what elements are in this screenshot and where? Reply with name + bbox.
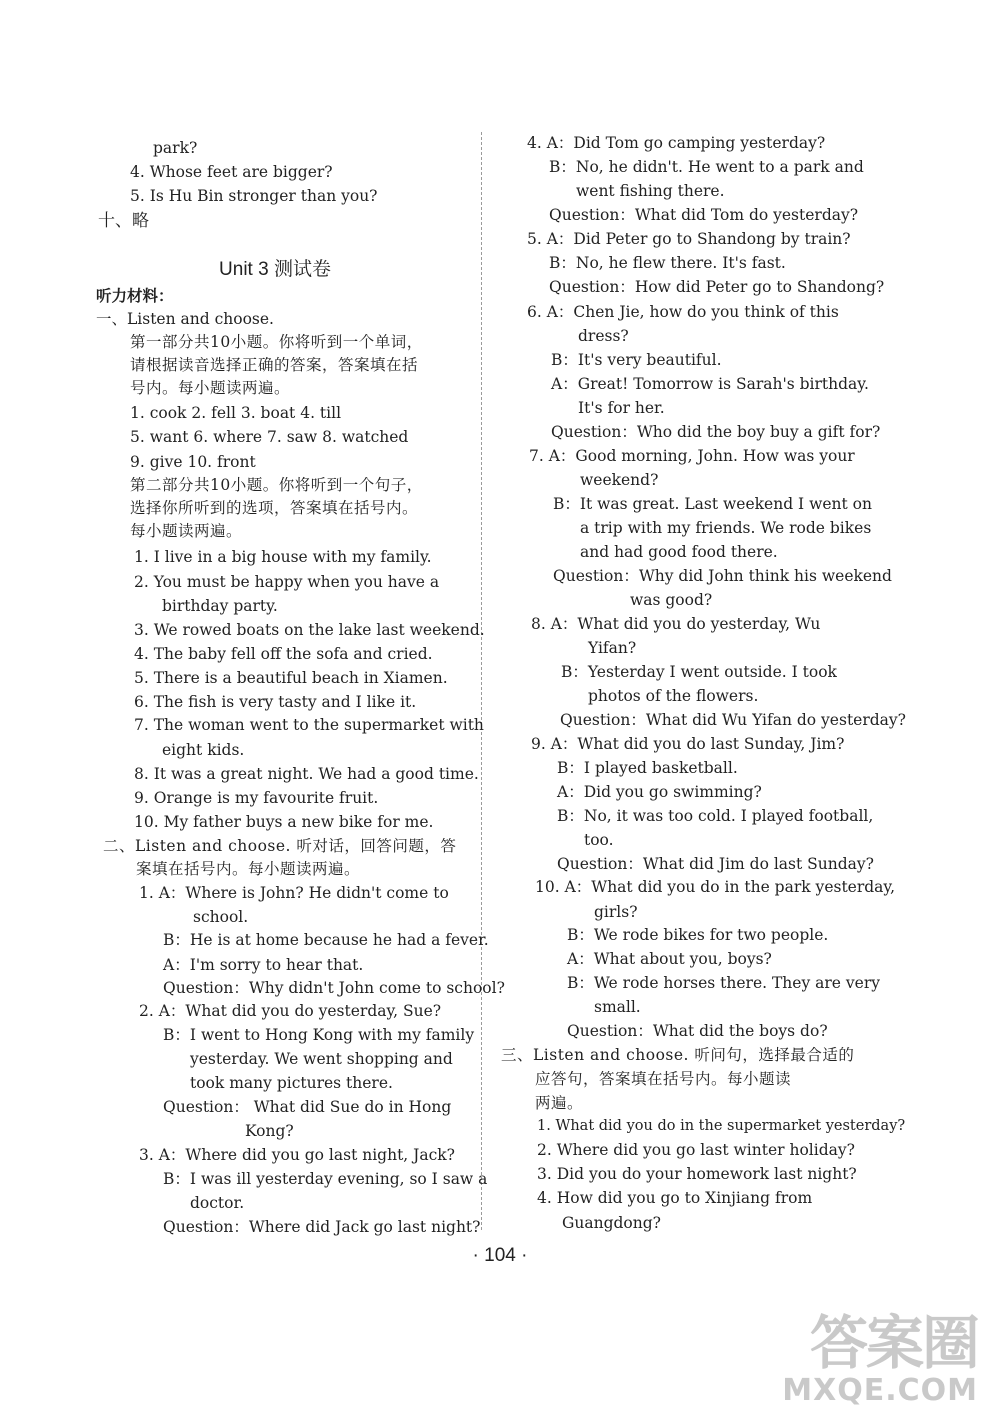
dialogue-question: was good? — [630, 591, 713, 609]
dialogue-line: 4. A：Did Tom go camping yesterday? — [527, 134, 826, 152]
instruction-line: 应答句，答案填在括号内。每小题读 — [535, 1070, 792, 1088]
question-line: 3. Did you do your homework last night? — [537, 1165, 857, 1183]
instruction-line: 第一部分共10小题。你将听到一个单词， — [130, 333, 423, 351]
dialogue-question: Question：How did Peter go to Shandong? — [549, 278, 885, 296]
dialogue-line: 2. A：What did you do yesterday, Sue? — [139, 1002, 442, 1020]
dialogue-question: Question：What did Jim do last Sunday? — [557, 855, 874, 873]
dialogue-line: school. — [193, 908, 249, 926]
dialogue-question: Question：Why didn't John come to school? — [163, 979, 505, 997]
dialogue-line: It's for her. — [578, 399, 665, 417]
question-line: 4. How did you go to Xinjiang from — [537, 1189, 813, 1207]
dialogue-line: too. — [584, 831, 614, 849]
watermark-top: 答案圈 — [809, 1309, 978, 1377]
dialogue-line: B：He is at home because he had a fever. — [163, 931, 489, 949]
dialogue-line: and had good food there. — [580, 543, 778, 561]
dialogue-question: Question：Why did John think his weekend — [553, 567, 892, 585]
dialogue-line: dress? — [578, 327, 629, 345]
dialogue-line: B：I was ill yesterday evening, so I saw a — [163, 1170, 488, 1188]
instruction-line: 案填在括号内。每小题读两遍。 — [136, 860, 361, 878]
dialogue-line: B：We rode horses there. They are very — [567, 974, 880, 992]
dialogue-line: 10. A：What did you do in the park yesterday, — [535, 878, 896, 896]
sentence-line: birthday party. — [162, 597, 278, 615]
dialogue-line: a trip with my friends. We rode bikes — [580, 519, 872, 537]
sentence-line: 3. We rowed boats on the lake last weekend. — [134, 621, 485, 639]
sentence-line: 4. The baby fell off the sofa and cried. — [134, 645, 433, 663]
text-line: park? — [153, 139, 198, 157]
dialogue-line: 7. A：Good morning, John. How was your — [529, 447, 855, 465]
dialogue-line: yesterday. We went shopping and — [190, 1050, 453, 1068]
instruction-line: 每小题读两遍。 — [130, 522, 243, 540]
dialogue-line: 1. A：Where is John? He didn't come to — [139, 884, 449, 902]
section-three-heading: 三、Listen and choose. 听问句，选择最合适的 — [501, 1046, 855, 1064]
sentence-line: eight kids. — [162, 741, 245, 759]
question-line: 1. What did you do in the supermarket yesterday? — [537, 1118, 906, 1134]
dialogue-line: B：No, it was too cold. I played football, — [557, 807, 874, 825]
dialogue-line: B：Yesterday I went outside. I took — [561, 663, 837, 681]
section-ten-heading: 十、略 — [98, 211, 149, 231]
instruction-line: 号内。每小题读两遍。 — [130, 379, 291, 397]
sentence-line: 1. I live in a big house with my family. — [134, 548, 432, 566]
sentence-line: 6. The fish is very tasty and I like it. — [134, 693, 417, 711]
dialogue-question: Kong? — [245, 1122, 294, 1140]
sentence-line: 5. There is a beautiful beach in Xiamen. — [134, 669, 448, 687]
dialogue-line: B：It was great. Last weekend I went on — [553, 495, 872, 513]
dialogue-line: A：What about you, boys? — [567, 950, 772, 968]
text-line: 4. Whose feet are bigger? — [130, 163, 333, 181]
dialogue-line: B：We rode bikes for two people. — [567, 926, 829, 944]
dialogue-line: weekend? — [580, 471, 659, 489]
dialogue-question: Question：Where did Jack go last night? — [163, 1218, 481, 1236]
watermark-logo — [728, 1311, 978, 1407]
instruction-line: 请根据读音选择正确的答案，答案填在括 — [130, 356, 419, 374]
dialogue-question: Question：What did Tom do yesterday? — [549, 206, 859, 224]
dialogue-line: B：I played basketball. — [557, 759, 738, 777]
dialogue-question: Question：Who did the boy buy a gift for? — [551, 423, 881, 441]
page-number: · 104 · — [472, 1245, 528, 1266]
listening-material-label: 听力材料： — [96, 286, 174, 305]
question-line: Guangdong? — [562, 1214, 661, 1232]
sentence-line: 7. The woman went to the supermarket with — [134, 716, 484, 734]
dialogue-question: Question：What did the boys do? — [567, 1022, 828, 1040]
text-line: 5. Is Hu Bin stronger than you? — [130, 187, 378, 205]
dialogue-line: went fishing there. — [576, 182, 725, 200]
dialogue-line: photos of the flowers. — [588, 687, 759, 705]
column-divider — [481, 132, 482, 1230]
sentence-line: 2. You must be happy when you have a — [134, 573, 440, 591]
dialogue-line: A：Great! Tomorrow is Sarah's birthday. — [551, 375, 869, 393]
dialogue-line: small. — [594, 998, 641, 1016]
dialogue-line: 5. A：Did Peter go to Shandong by train? — [527, 230, 851, 248]
dialogue-question: Question：What did Wu Yifan do yesterday? — [560, 711, 906, 729]
dialogue-line: B：I went to Hong Kong with my family — [163, 1026, 475, 1044]
section-one-heading: 一、Listen and choose. — [96, 310, 274, 328]
dialogue-line: B：It's very beautiful. — [551, 351, 722, 369]
dialogue-line: girls? — [594, 903, 638, 921]
dialogue-line: took many pictures there. — [190, 1074, 393, 1092]
question-line: 2. Where did you go last winter holiday? — [537, 1141, 855, 1159]
page-title: Unit 3 测试卷 — [219, 259, 331, 280]
sentence-line: 8. It was a great night. We had a good time. — [134, 765, 479, 783]
instruction-line: 选择你所听到的选项，答案填在括号内。 — [130, 499, 419, 517]
instruction-line: 第二部分共10小题。你将听到一个句子， — [130, 476, 423, 494]
dialogue-line: 8. A：What did you do yesterday, Wu — [531, 615, 821, 633]
sentence-line: 9. Orange is my favourite fruit. — [134, 789, 379, 807]
dialogue-line: 9. A：What did you do last Sunday, Jim? — [531, 735, 845, 753]
dialogue-line: 3. A：Where did you go last night, Jack? — [139, 1146, 455, 1164]
instruction-line: 两遍。 — [535, 1094, 584, 1112]
section-two-heading: 二、Listen and choose. 听对话，回答问题，答 — [103, 837, 457, 855]
word-list-line: 1. cook 2. fell 3. boat 4. till — [130, 404, 342, 422]
dialogue-line: 6. A：Chen Jie, how do you think of this — [527, 303, 839, 321]
dialogue-line: B：No, he flew there. It's fast. — [549, 254, 786, 272]
dialogue-line: B：No, he didn't. He went to a park and — [549, 158, 864, 176]
dialogue-line: A：I'm sorry to hear that. — [163, 956, 364, 974]
dialogue-question: Question： What did Sue do in Hong — [163, 1098, 452, 1116]
sentence-line: 10. My father buys a new bike for me. — [134, 813, 434, 831]
word-list-line: 9. give 10. front — [130, 453, 256, 471]
dialogue-line: A：Did you go swimming? — [557, 783, 762, 801]
watermark-bottom: MXQE.COM — [782, 1373, 978, 1408]
dialogue-line: doctor. — [190, 1194, 245, 1212]
word-list-line: 5. want 6. where 7. saw 8. watched — [130, 428, 409, 446]
dialogue-line: Yifan? — [588, 639, 637, 657]
